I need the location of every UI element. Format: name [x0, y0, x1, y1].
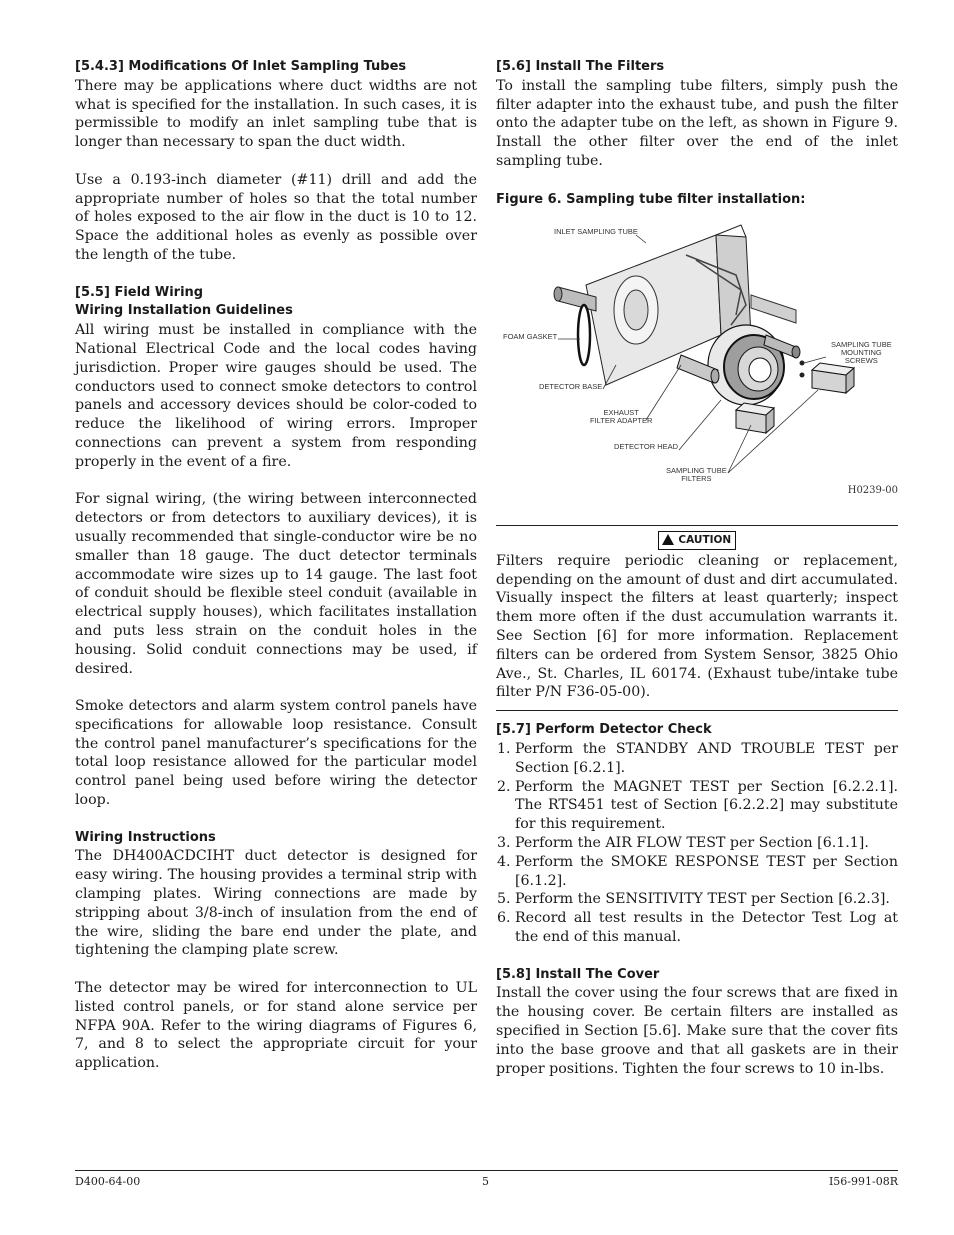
warning-triangle-icon — [662, 534, 674, 545]
filter-block-left — [736, 403, 774, 433]
label-foam-gasket: FOAM GASKET — [503, 331, 558, 341]
section-5-5-paragraph-2: For signal wiring, (the wiring between interconnected detectors or from detectors to auxiliary devices), it is usually recommended that single-conductor wire be no smaller than 18 gauge. The duct detector terminals accommodate wire sizes up to 14 gauge. The last foot of conduit should be flexible steel conduit (available in electrical supply houses), which facilitates installation and puts less strain on the conduit holes in the housing. Solid conduit connections may be used, if desired. — [75, 491, 477, 677]
wiring-instructions-paragraph-2: The detector may be wired for interconnection to UL listed control panels, or for stand alone service per NFPA 90A. Refer to the wiring diagrams of Figures 6, 7, and 8 to select the appropriate circuit for your application. — [75, 980, 477, 1072]
caution-badge-wrap — [496, 530, 898, 550]
label-detector-base: DETECTOR BASE — [539, 381, 603, 391]
label-screws-line-3: SCREWS — [844, 355, 878, 365]
list-item: 1. Perform the STANDBY AND TROUBLE TEST per Section [6.2.1]. — [515, 740, 898, 778]
section-5-6-paragraph: To install the sampling tube filters, simply push the filter adapter into the exhaust tube, and push the filter onto the adapter tube on the left, as shown in Figure 9. Install the other filter over the end of the inlet sampling tube. — [496, 77, 898, 169]
label-detector-head: DETECTOR HEAD — [614, 441, 679, 451]
footer-right: I56-991-08R — [828, 1175, 898, 1188]
list-item: 5. Perform the SENSITIVITY TEST per Section [6.2.3]. — [515, 890, 898, 909]
wiring-instructions-heading: Wiring Instructions — [75, 829, 216, 845]
label-screws-line-2: MOUNTING — [840, 347, 882, 357]
section-5-8-heading: [5.8] Install The Cover — [496, 966, 660, 982]
label-screws-line-1: SAMPLING TUBE — [831, 339, 892, 349]
caution-top-rule — [496, 525, 898, 526]
list-item: 6. Record all test results in the Detector Test Log at the end of this manual. — [515, 909, 898, 947]
section-5-6-heading: [5.6] Install The Filters — [496, 59, 665, 74]
list-item: 4. Perform the SMOKE RESPONSE TEST per Section [6.1.2]. — [515, 853, 898, 891]
list-item: 2. Perform the MAGNET TEST per Section [6.2.2.1]. The RTS451 test of Section [6.2.2.2] may substitute for this requirement. — [515, 778, 898, 834]
caution-badge — [658, 531, 736, 550]
figure-6-illustration — [496, 215, 898, 521]
section-5-4-3-paragraph-2: Use a 0.193-inch diameter (#11) drill and add the appropriate number of holes so that the total number of holes exposed to the air flow in the duct is 10 to 12. Space the additional holes as evenly as possible over the length of the tube. — [75, 171, 477, 263]
footer-rule — [75, 1170, 898, 1171]
caution-label: CAUTION — [678, 533, 732, 546]
label-exhaust-line-2: FILTER ADAPTER — [590, 415, 653, 425]
section-5-7-heading: [5.7] Perform Detector Check — [496, 722, 712, 738]
figure-code: H0239-00 — [847, 484, 898, 496]
section-5-5-heading: [5.5] Field Wiring — [75, 284, 204, 300]
label-filters-line-1: SAMPLING TUBE — [666, 465, 727, 475]
label-sampling-tube-filters — [666, 467, 727, 483]
section-5-5-paragraph-3: Smoke detectors and alarm system control panels have specifications for allowable loop resistance. Consult the control panel manufacturer’s specifications for the total loop resistance allowed for the particular model control panel being used before wiring the detector loop. — [75, 698, 477, 809]
list-item: 3. Perform the AIR FLOW TEST per Section [6.1.1]. — [515, 834, 898, 853]
caution-bottom-rule — [496, 710, 898, 711]
caution-text: Filters require periodic cleaning or replacement, depending on the amount of dust and dirt accumulated. Visually inspect the filters at least quarterly; inspect them more often if the dust accumulation warrants it. See Section [6] for more information. Replacement filters can be ordered from System Sensor, 3825 Ohio Ave., St. Charles, IL 60174. (Exhaust tube/intake tube filter P/N F36-05-00). — [496, 552, 898, 701]
section-5-5-paragraph-1: All wiring must be installed in compliance with the National Electrical Code and the local codes having jurisdiction. Proper wire gauges should be used. The conductors used to connect smoke detectors to control panels and accessory devices should be color-coded to reduce the likelihood of wiring errors. Improper connections can prevent a system from responding properly in the event of a fire. — [75, 322, 477, 470]
figure-6-title: Figure 6. Sampling tube filter installation: — [496, 191, 806, 207]
label-inlet-sampling-tube: INLET SAMPLING TUBE — [554, 226, 638, 236]
page-number: 5 — [482, 1175, 489, 1188]
wiring-guidelines-subheading: Wiring Installation Guidelines — [75, 303, 293, 319]
detector-check-list — [496, 740, 898, 947]
label-exhaust-filter-adapter — [590, 409, 652, 425]
left-column — [75, 58, 477, 1092]
section-5-4-3-paragraph-1: There may be applications where duct widths are not what is specified for the installation. In such cases, it is permissible to modify an inlet sampling tube that is longer than necessary to span the duct width. — [75, 77, 477, 151]
filter-block-right — [812, 363, 854, 393]
section-5-8-paragraph: Install the cover using the four screws that are fixed in the housing cover. Be certain filters are installed as specified in Section [5.6]. Make sure that the cover fits into the base groove and that all gaskets are in their proper positions. Tighten the four screws to 10 in-lbs. — [496, 985, 898, 1077]
label-filters-line-2: FILTERS — [681, 473, 712, 483]
section-5-4-3-heading: [5.4.3] Modifications Of Inlet Sampling Tubes — [75, 59, 407, 74]
label-sampling-tube-mounting-screws — [831, 341, 892, 365]
wiring-instructions-paragraph-1: The DH400ACDCIHT duct detector is designed for easy wiring. The housing provides a terminal strip with clamping plates. Wiring connections are made by stripping about 3/8-inch of insulation from the end of the wire, sliding the bare end under the plate, and tightening the clamping plate screw. — [75, 848, 477, 959]
label-exhaust-line-1: EXHAUST — [603, 407, 639, 417]
footer-left: D400-64-00 — [75, 1175, 141, 1188]
right-column — [496, 58, 898, 1097]
